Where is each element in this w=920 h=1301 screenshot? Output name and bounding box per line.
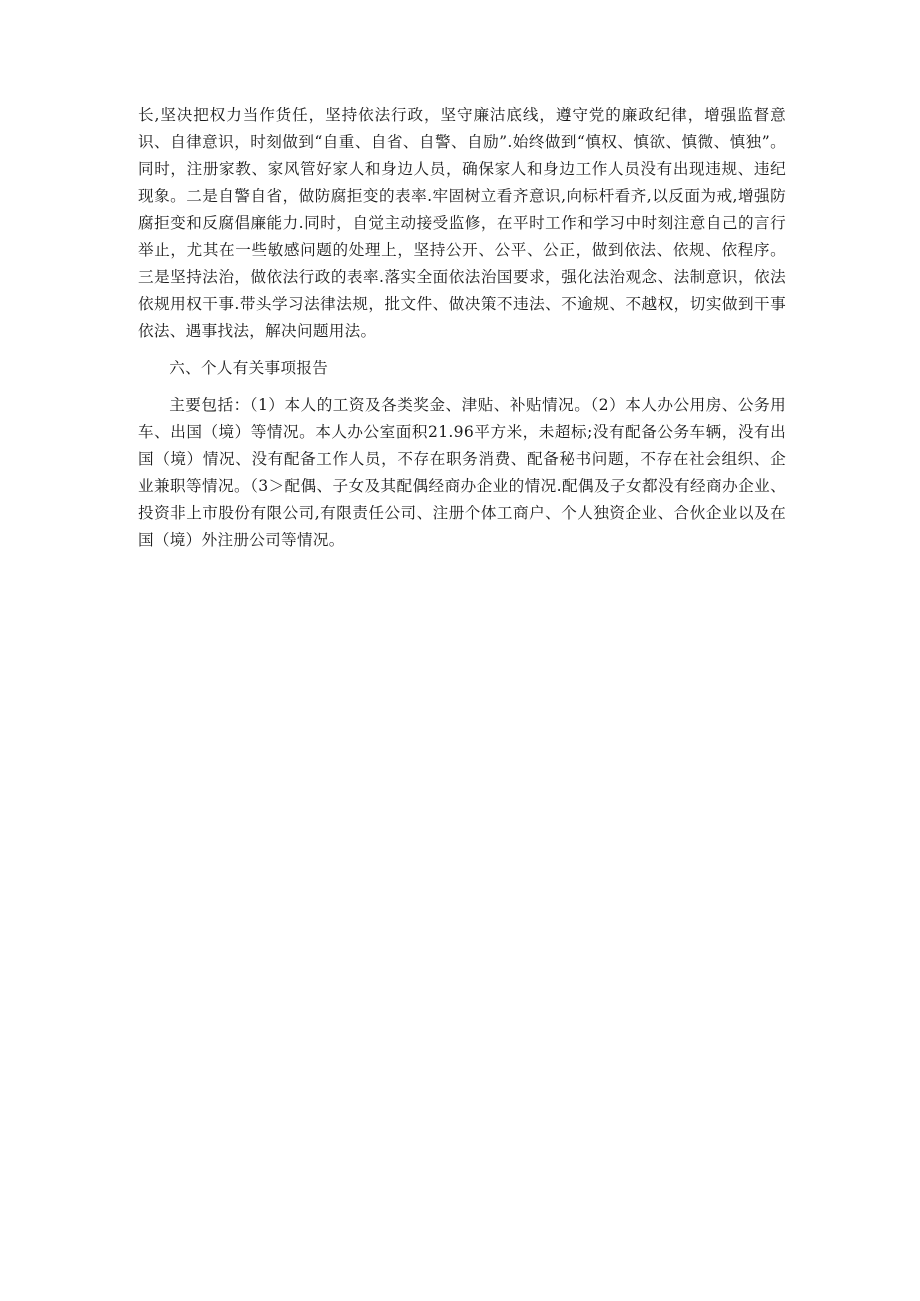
- body-paragraph-continued: 长,坚决把权力当作货任，坚持依法行政，坚守廉沽底线，遵守党的廉政纪律，增强监督意识、自律意识，时刻做到“自重、自省、自警、自励”.始终做到“慎权、慎欲、慎微、慎独”。同时，注册家教、家风管好家人和身边人员，确保家人和身边工作人员没有出现违规、违纪现象。二是自警自省，做防腐拒变的表率.牢固树立看齐意识,向标杆看齐,以反面为戒,增强防腐拒变和反腐倡廉能力.同时，自觉主动接受监修，在平时工作和学习中时刻注意自己的言行举止，尤其在一些敏感问题的处理上，坚持公开、公平、公正，做到依法、依规、依程序。三是坚持法治，做依法行政的表率.落实全面依法治国要求，强化法治观念、法制意识，依法依规用权干事.带头学习法律法规，批文件、做决策不违法、不逾规、不越权，切实做到干事依法、遇事找法，解决问题用法。: [138, 106, 786, 340]
- section-heading: 六、个人有关事项报告: [169, 359, 329, 377]
- document-page: [138, 102, 786, 554]
- body-paragraph-report: 主要包括：（1）本人的工资及各类奖金、津贴、补贴情况。（2）本人办公用房、公务用车、出国（境）等情况。本人办公室面积21.96平方米，未超标;没有配备公务车辆，没有出国（境）情况、没有配备工作人员，不存在职务消费、配备秘书问题，不存在社会组织、企业兼职等情况。（3＞配偶、子女及其配偶经商办企业的情况.配偶及子女都没有经商办企业、投资非上市股份有限公司,有限责任公司、注册个体工商户、个人独资企业、合伙企业以及在国（境）外注册公司等情况。: [138, 396, 786, 549]
